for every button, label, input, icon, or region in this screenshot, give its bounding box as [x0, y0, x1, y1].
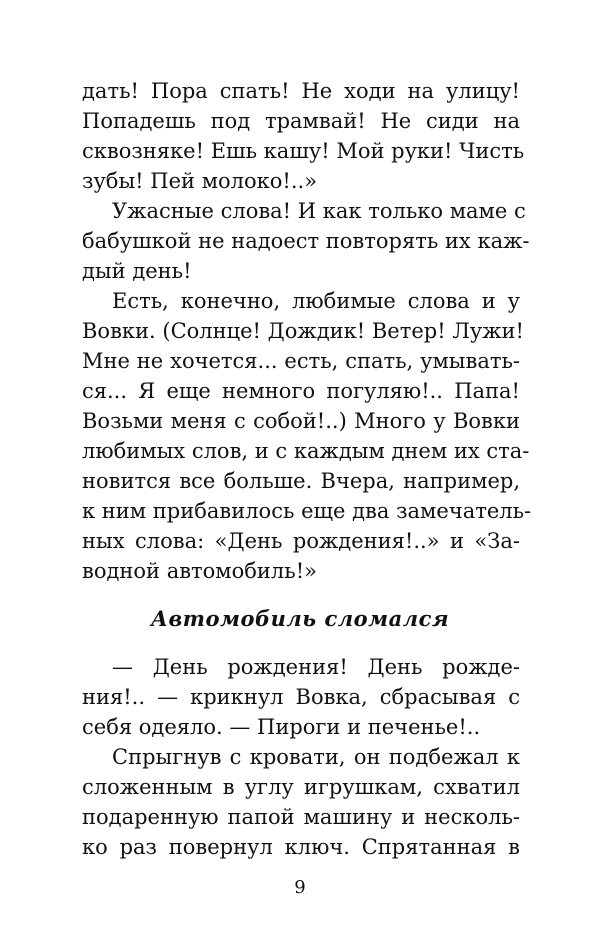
- text-line: Возьми меня с собой!..) Много у Вовки: [82, 409, 520, 433]
- text-line: дый день!: [82, 259, 192, 283]
- text-line: бабушкой не надоест повторять их каж-: [82, 229, 530, 253]
- page-number: 9: [294, 877, 306, 898]
- text-line: ных слова: «День рождения!..» и «За-: [82, 529, 520, 553]
- text-line: Вовки. (Солнце! Дождик! Ветер! Лужи!: [82, 319, 524, 343]
- text-line: зубы! Пей молоко!..»: [82, 169, 318, 193]
- text-line: водной автомобиль!»: [82, 559, 317, 583]
- text-line: — День рождения! День рожде-: [112, 655, 520, 679]
- text-line: ния!.. — крикнул Вовка, сбрасывая с: [82, 685, 520, 709]
- text-line: сквозняке! Ешь кашу! Мой руки! Чисть: [82, 139, 525, 163]
- section-heading: Автомобиль сломался: [150, 606, 450, 631]
- text-line: любимых слов, и с каждым днем их ста-: [82, 439, 530, 463]
- text-line: Ужасные слова! И как только маме с: [112, 199, 526, 223]
- text-line: к ним прибавилось еще два замечатель-: [82, 499, 532, 523]
- text-line: сложенным в углу игрушкам, схватил: [82, 775, 520, 799]
- text-line: дать! Пора спать! Не ходи на улицу!: [82, 79, 520, 103]
- text-line: себя одеяло. — Пироги и печенье!..: [82, 715, 481, 739]
- text-line: ко раз повернул ключ. Спрятанная в: [82, 835, 520, 859]
- text-line: Попадешь под трамвай! Не сиди на: [82, 109, 520, 133]
- text-line: новится все больше. Вчера, например,: [82, 469, 520, 493]
- text-line: ся... Я еще немного погуляю!.. Папа!: [82, 379, 520, 403]
- text-line: подаренную папой машину и несколь-: [82, 805, 520, 829]
- text-line: Мне не хочется... есть, спать, умывать-: [82, 349, 520, 373]
- text-line: Спрыгнув с кровати, он подбежал к: [112, 745, 520, 769]
- text-line: Есть, конечно, любимые слова и у: [112, 289, 520, 313]
